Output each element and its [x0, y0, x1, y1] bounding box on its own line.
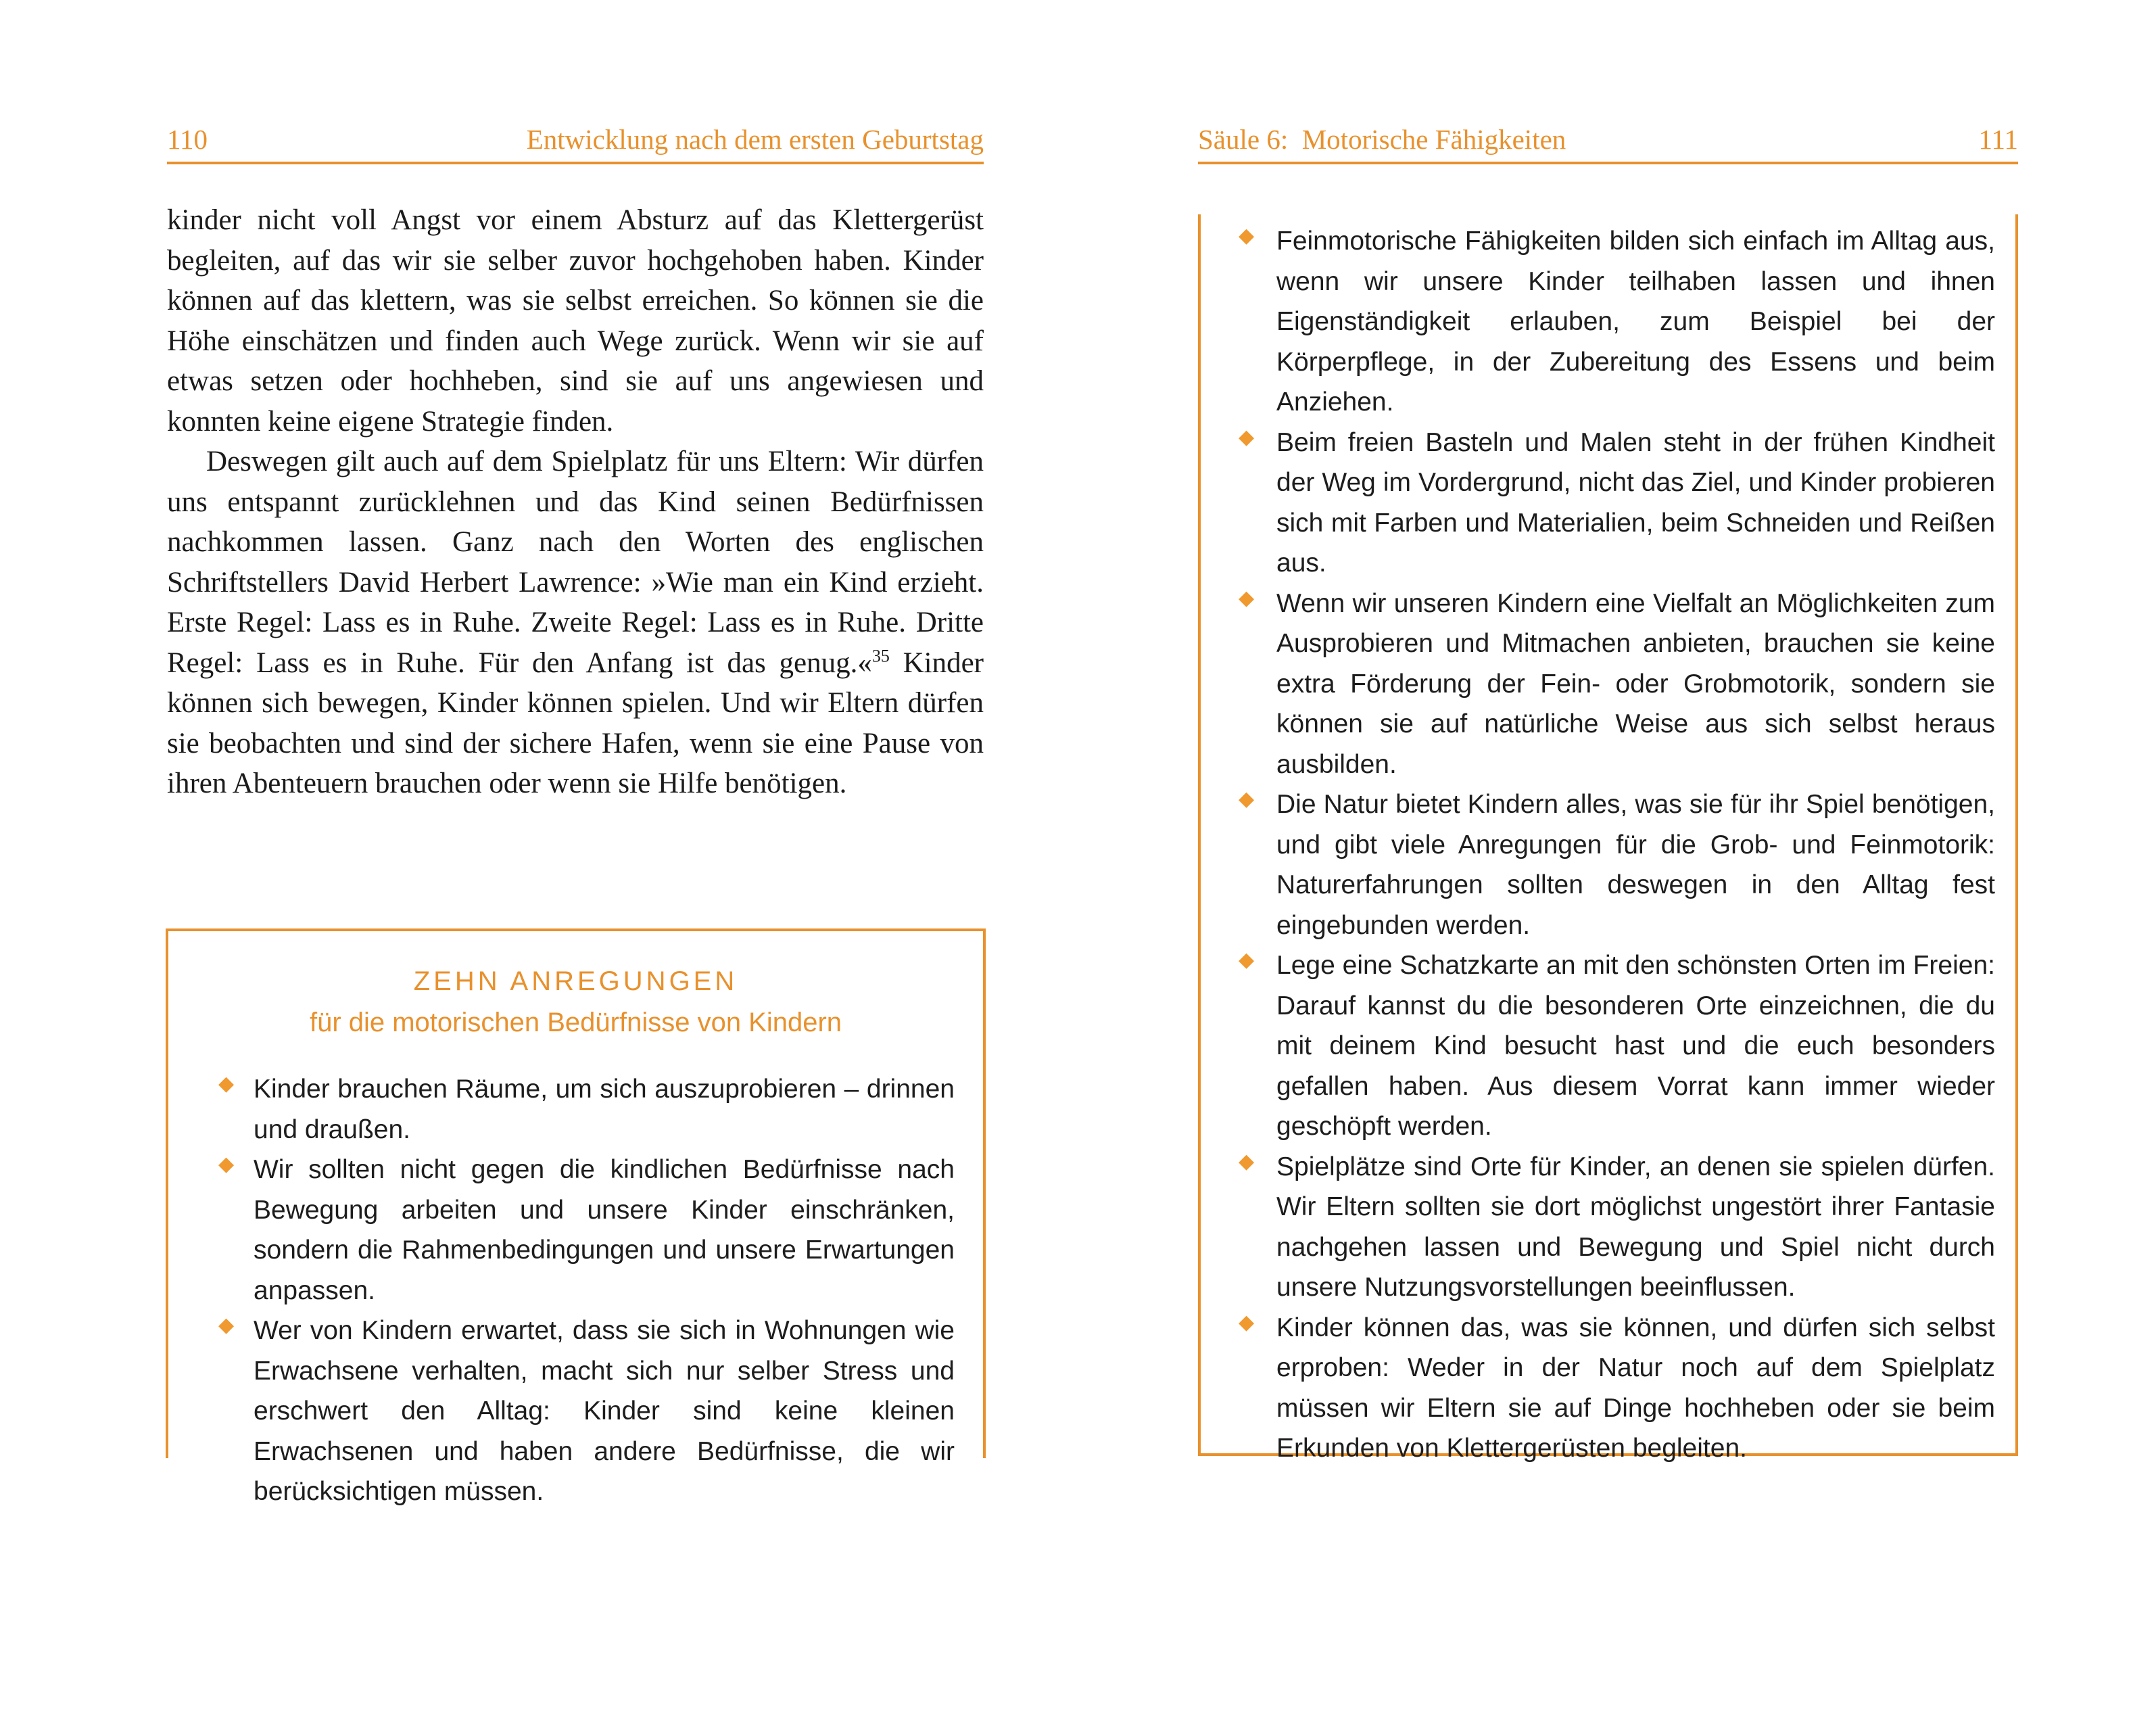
bullet-diamond-icon: ◆ [218, 1072, 235, 1096]
bullet-diamond-icon: ◆ [1239, 425, 1255, 449]
bullet-diamond-icon: ◆ [1239, 1310, 1255, 1334]
bullet-text: Lege eine Schatzkarte an mit den schönsten Orten im Freien: Darauf kannst du die besonderen Orte einzeichnen, die du mit deinem Kind besucht hast und die euch besonders gefallen haben. Aus diesem Vorrat kann immer wieder geschöpft werden. [1276, 951, 1995, 1141]
page-number: 110 [167, 124, 208, 155]
body-paragraph: kinder nicht voll Angst vor einem Absturz auf das Klettergerüst begleiten, auf das wir sie selber zuvor hochgehoben haben. Kinder können auf das klettern, was sie selbst erreichen. So können sie die Höhe einschätzen und finden auch Wege zurück. Wenn wir sie auf etwas setzen oder hochheben, sind sie auf uns angewiesen und konnten keine eigene Strategie finden. [167, 204, 984, 438]
bullet-text: Wenn wir unseren Kindern eine Vielfalt an Möglichkeiten zum Ausprobieren und Mitmachen anbieten, brauchen sie keine extra Förderung der Fein- oder Grobmotorik, sondern sie können sie auf natürliche Weise aus sich selbst heraus ausbilden. [1276, 588, 1995, 779]
bullet-item [1239, 1147, 1995, 1308]
bullet-text: Wer von Kindern erwartet, dass sie sich in Wohnungen wie Erwachsene verhalten, macht sich nur selber Stress und erschwert den Alltag: Kinder sind keine kleinen Erwachsenen und haben andere Bedürfnisse, die wir berücksichtigen müssen. [254, 1316, 955, 1506]
page-110 [0, 0, 1050, 1717]
bullet-list [1201, 221, 2015, 1469]
bullet-item [1239, 221, 1995, 423]
bullet-diamond-icon: ◆ [1239, 586, 1255, 610]
page-number: 111 [1978, 124, 2018, 155]
bullet-diamond-icon: ◆ [1239, 224, 1255, 248]
bullet-item [218, 1311, 955, 1512]
info-box-continued-end [1198, 214, 2018, 1463]
bullet-text: Beim freien Basteln und Malen steht in der frühen Kindheit der Weg im Vordergrund, nicht das Ziel, und Kinder probieren sich mit Farben und Materialien, beim Schneiden und Reißen aus. [1276, 427, 1995, 578]
bullet-item [1239, 1308, 1995, 1469]
bullet-item [1239, 784, 1995, 945]
bullet-text: Spielplätze sind Orte für Kinder, an denen sie spielen dürfen. Wir Eltern sollten sie dort möglichst ungestört ihrer Fantasie nachgehen lassen und Bewegung und Spiel nicht durch unsere Nutzungsvorstellungen beeinflussen. [1276, 1152, 1995, 1302]
header-rule [167, 162, 984, 164]
bullet-item [1239, 584, 1995, 785]
page-111 [1120, 0, 2156, 1717]
paragraph-text: Deswegen gilt auch auf dem Spielplatz für uns Eltern: Wir dürfen uns entspannt zurücklehnen und das Kind seinen Bedürfnissen nachkommen lassen. Ganz nach den Worten des englischen Schriftstellers David Herbert Lawrence: »Wie man ein Kind erzieht. Erste Regel: Lass es in Ruhe. Zweite Regel: Lass es in Ruhe. Dritte Regel: Lass es in Ruhe. Für den Anfang ist das genug.« [167, 446, 984, 679]
header-rule [1198, 162, 2018, 164]
bullet-text: Die Natur bietet Kindern alles, was sie für ihr Spiel benötigen, und gibt viele Anregungen für die Grob- und Feinmotorik: Naturerfahrungen sollten deswegen in den Alltag fest eingebunden werden. [1276, 790, 1995, 940]
running-header-title: Säule 6: Motorische Fähigkeiten [1198, 124, 1566, 155]
running-header-title: Entwicklung nach dem ersten Geburtstag [526, 124, 984, 155]
footnote-marker: 35 [871, 646, 890, 666]
running-header-right [1198, 123, 2018, 156]
bullet-item [218, 1150, 955, 1311]
bullet-diamond-icon: ◆ [218, 1152, 235, 1176]
info-box-continued-start [166, 928, 986, 1506]
bullet-item [1239, 423, 1995, 584]
bullet-text: Kinder brauchen Räume, um sich auszuprobieren – drinnen und draußen. [254, 1075, 955, 1144]
bullet-diamond-icon: ◆ [1239, 787, 1255, 811]
info-box-subtitle: für die motorischen Bedürfnisse von Kindern [309, 1008, 842, 1037]
body-paragraph [167, 442, 984, 804]
bullet-text: Feinmotorische Fähigkeiten bilden sich einfach im Alltag aus, wenn wir unsere Kinder teilhaben lassen und ihnen Eigenständigkeit erlauben, zum Beispiel bei der Körperpflege, in der Zubereitung des Essens und beim Anziehen. [1276, 227, 1995, 417]
bullet-text: Wir sollten nicht gegen die kindlichen Bedürfnisse nach Bewegung arbeiten und unsere Kinder einschränken, sondern die Rahmenbedingungen und unsere Erwartungen anpassen. [254, 1155, 955, 1305]
paragraph-text: Kinder können sich bewegen, Kinder können spielen. Und wir Eltern dürfen sie beobachten und sind der sichere Hafen, wenn sie eine Pause von ihren Abenteuern brauchen oder wenn sie Hilfe benötigen. [167, 646, 984, 799]
bullet-diamond-icon: ◆ [218, 1313, 235, 1337]
bullet-diamond-icon: ◆ [1239, 1149, 1255, 1173]
bullet-diamond-icon: ◆ [1239, 948, 1255, 972]
info-box-title: ZEHN ANREGUNGEN [413, 966, 738, 996]
bullet-text: Kinder können das, was sie können, und dürfen sich selbst erproben: Weder in der Natur noch auf dem Spielplatz müssen wir Eltern sie auf Dinge hochheben oder sie beim Erkunden von Klettergerüsten begleiten. [1276, 1313, 1995, 1463]
running-header-left [167, 123, 984, 156]
bullet-item [218, 1069, 955, 1150]
bullet-item [1239, 945, 1995, 1147]
body-text-column [167, 200, 984, 804]
bullet-list [168, 1069, 983, 1512]
